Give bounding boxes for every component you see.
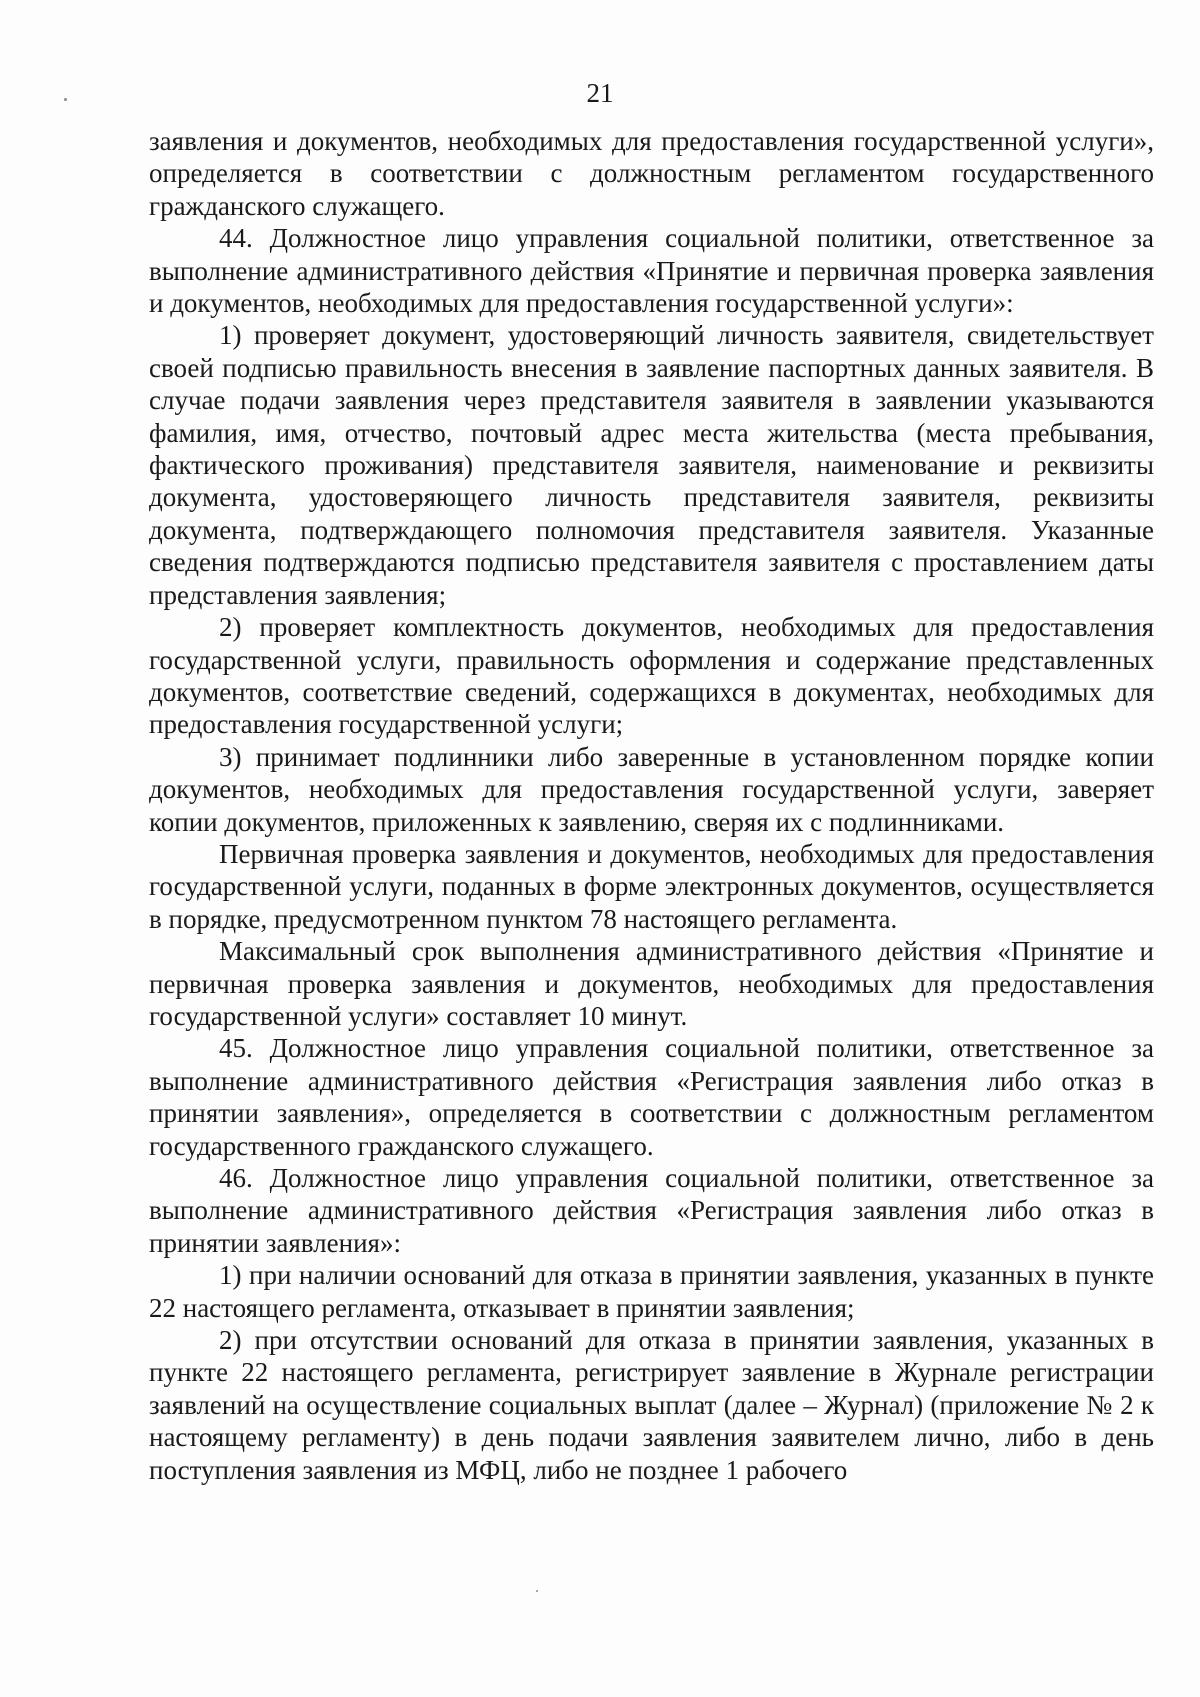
page-number: 21 bbox=[586, 78, 614, 108]
paragraph-46-subitem-1: 1) при наличии оснований для отказа в принятии заявления, указанных в пункте 22 настоящего регламента, отказывает в принятии заявления; bbox=[149, 1260, 1154, 1323]
paragraph-44-subitem-3: 3) принимает подлинники либо заверенные в установленном порядке копии документов, необходимых для предоставления государственной услуги, заверяет копии документов, приложенных к заявлению, сверяя их с подлинниками. bbox=[149, 741, 1154, 837]
paragraph-primary-check: Первичная проверка заявления и документов, необходимых для предоставления государственной услуги, поданных в форме электронных документов, осуществляется в порядке, предусмотренном пунктом 78 настоящего регламента. bbox=[149, 838, 1154, 934]
scan-speck-dot bbox=[536, 1590, 538, 1592]
paragraph-item-45: 45. Должностное лицо управления социальной политики, ответственное за выполнение административного действия «Регистрация заявления либо отказ в принятии заявления», определяется в соответствии с должностным регламентом государственного гражданского служащего. bbox=[149, 1033, 1154, 1161]
paragraph-44-subitem-2: 2) проверяет комплектность документов, необходимых для предоставления государственной услуги, правильность оформления и содержание представленных документов, соответствие сведений, содержащихся в документах, необходимых для предоставления государственной услуги; bbox=[149, 612, 1154, 740]
paragraph-max-time: Максимальный срок выполнения административного действия «Принятие и первичная проверка заявления и документов, необходимых для предоставления государственной услуги» составляет 10 минут. bbox=[149, 936, 1154, 1031]
document-body bbox=[149, 125, 1154, 1486]
paragraph-44-subitem-1: 1) проверяет документ, удостоверяющий личность заявителя, свидетельствует своей подписью правильность внесения в заявление паспортных данных заявителя. В случае подачи заявления через представителя заявителя в заявлении указываются фамилия, имя, отчество, почтовый адрес места жительства (места пребывания, фактического проживания) представителя заявителя, наименование и реквизиты документа, удостоверяющего личность представителя заявителя, реквизиты документа, подтверждающего полномочия представителя заявителя. Указанные сведения подтверждаются подписью представителя заявителя с проставлением даты представления заявления; bbox=[149, 320, 1154, 610]
paragraph-item-44: 44. Должностное лицо управления социальной политики, ответственное за выполнение административного действия «Принятие и первичная проверка заявления и документов, необходимых для предоставления государственной услуги»: bbox=[149, 223, 1154, 319]
paragraph-item-46: 46. Должностное лицо управления социальной политики, ответственное за выполнение административного действия «Регистрация заявления либо отказ в принятии заявления»: bbox=[149, 1163, 1154, 1258]
paragraph-continuation: заявления и документов, необходимых для предоставления государственной услуги», определяется в соответствии с должностным регламентом государственного гражданского служащего. bbox=[149, 126, 1154, 221]
paragraph-46-subitem-2: 2) при отсутствии оснований для отказа в принятии заявления, указанных в пункте 22 настоящего регламента, регистрирует заявление в Журнале регистрации заявлений на осуществление социальных выплат (далее – Журнал) (приложение № 2 к настоящему регламенту) в день подачи заявления заявителем лично, либо в день поступления заявления из МФЦ, либо не позднее 1 рабочего bbox=[149, 1325, 1154, 1485]
